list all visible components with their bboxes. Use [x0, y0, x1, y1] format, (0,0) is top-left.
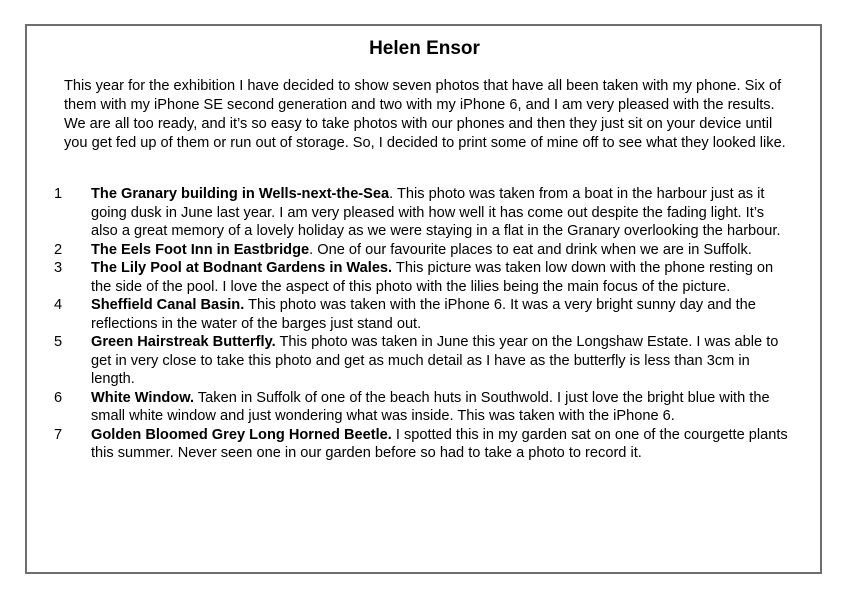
item-number: 1 — [54, 186, 63, 202]
list-item — [54, 296, 794, 333]
item-title: White Window. — [91, 389, 195, 406]
item-text: This picture was taken low down with the phone resting on the side of the pool. I love the aspect of this photo with the lilies being the main focus of the picture. — [91, 260, 774, 295]
item-text: This photo was taken in June this year on the Longshaw Estate. I was able to get in very close to take this photo and get as much detail as I have as the butterfly is less than 3cm in length. — [91, 334, 779, 387]
item-text: Taken in Suffolk of one of the beach huts in Southwold. I just love the bright blue with the small white window and just wondering what was inside. This was taken with the iPhone 6. — [91, 389, 770, 424]
item-number: 3 — [54, 260, 63, 276]
list-item — [54, 426, 794, 463]
item-text: This photo was taken with the iPhone 6. It was a very bright sunny day and the reflections in the water of the barges just stand out. — [91, 297, 756, 332]
item-title: Green Hairstreak Butterfly. — [91, 334, 276, 350]
item-number: 6 — [54, 389, 63, 406]
item-description — [91, 241, 794, 260]
item-title: The Granary building in Wells-next-the-Sea — [91, 186, 390, 202]
item-number: 7 — [54, 426, 63, 443]
item-text: . This photo was taken from a boat in the harbour just as it going dusk in June last year. I am very pleased with how well it has come out despite the fading light. It’s also a great memory of a lovely holiday as we were staying in a flat in the Granary overlooking the harbour. — [91, 186, 781, 239]
item-description — [91, 426, 794, 463]
item-number: 4 — [54, 297, 63, 313]
intro-paragraph: This year for the exhibition I have decided to show seven photos that have all been taken with my phone. Six of them with my iPhone SE second generation and two with my iPhone 6, and I am very pleased with the results. We are all too ready, and it’s so easy to take photos with our phones and then they just sit on your device until you get fed up of them or run out of storage. So, I decided to print some of mine off to see what they looked like. — [64, 78, 786, 151]
item-title: Sheffield Canal Basin. — [91, 297, 245, 313]
list-item — [54, 389, 794, 426]
item-description — [91, 296, 794, 333]
item-text: . One of our favourite places to eat and drink when we are in Suffolk. — [309, 241, 752, 258]
photo-list — [54, 185, 794, 463]
item-title: The Lily Pool at Bodnant Gardens in Wales. — [91, 260, 393, 276]
item-description — [91, 185, 794, 241]
list-item — [54, 185, 794, 241]
item-title: The Eels Foot Inn in Eastbridge — [91, 241, 310, 258]
page-title: Helen Ensor — [369, 38, 480, 59]
list-item — [54, 333, 794, 389]
item-title: Golden Bloomed Grey Long Horned Beetle. — [91, 426, 392, 443]
item-description — [91, 259, 794, 296]
item-description — [91, 389, 794, 426]
list-item — [54, 241, 794, 260]
item-number: 2 — [54, 241, 63, 258]
item-text: I spotted this in my garden sat on one of the courgette plants this summer. Never seen one in our garden before so had to take a photo to record it. — [91, 426, 788, 461]
list-item — [54, 259, 794, 296]
item-description — [91, 333, 794, 389]
item-number: 5 — [54, 334, 63, 350]
